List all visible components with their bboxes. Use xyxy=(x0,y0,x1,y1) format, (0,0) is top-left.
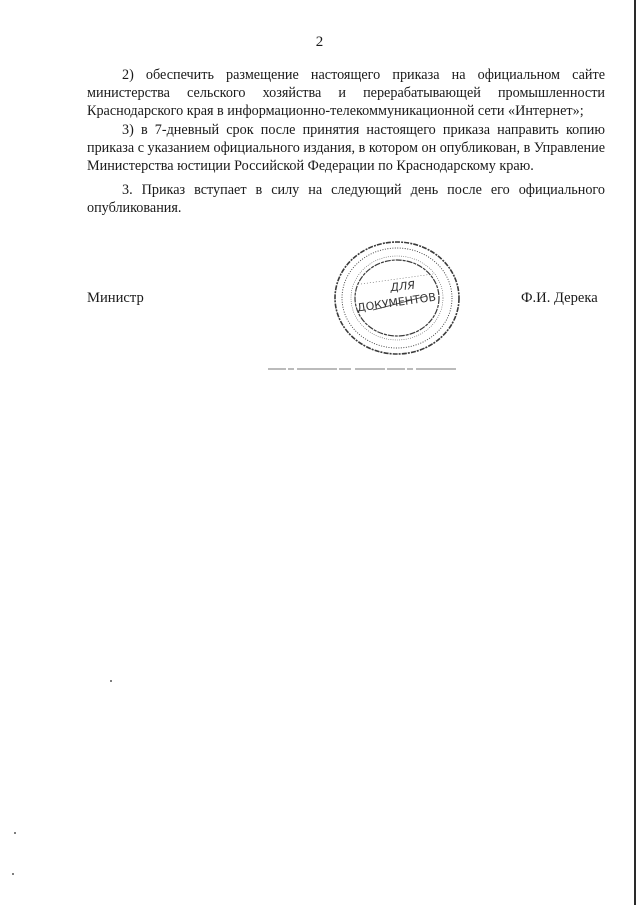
paragraph-send-copy: 3) в 7-дневный срок после принятия настоящего приказа направить копию приказа с указанием официального издания, в котором он опубликован, в Управление Министерства юстиции Российской Федерации по Краснодарскому краю. xyxy=(87,121,606,175)
signature-position: Министр xyxy=(87,290,144,306)
scan-artifact-line xyxy=(268,368,458,370)
paragraph-publish-website: 2) обеспечить размещение настоящего приказа на официальном сайте министерства сельского хозяйства и перерабатывающей промышленности Краснодарского края в информационно-телекоммуникационной сети «Интернет»; xyxy=(87,67,605,120)
scan-speck xyxy=(110,680,112,682)
scan-edge-line xyxy=(634,0,636,905)
scan-speck xyxy=(12,873,14,875)
scan-speck xyxy=(14,832,16,834)
official-seal-stamp xyxy=(331,238,463,358)
paragraph-effective-date: 3. Приказ вступает в силу на следующий день после его официального опубликования. xyxy=(87,182,605,217)
signature-name: Ф.И. Дерека xyxy=(521,290,598,306)
page-number: 2 xyxy=(315,34,324,50)
stamp-text-line2: ДОКУМЕНТОВ xyxy=(356,290,437,315)
document-body xyxy=(87,66,605,218)
stamp-text-line1: ДЛЯ xyxy=(389,278,416,295)
